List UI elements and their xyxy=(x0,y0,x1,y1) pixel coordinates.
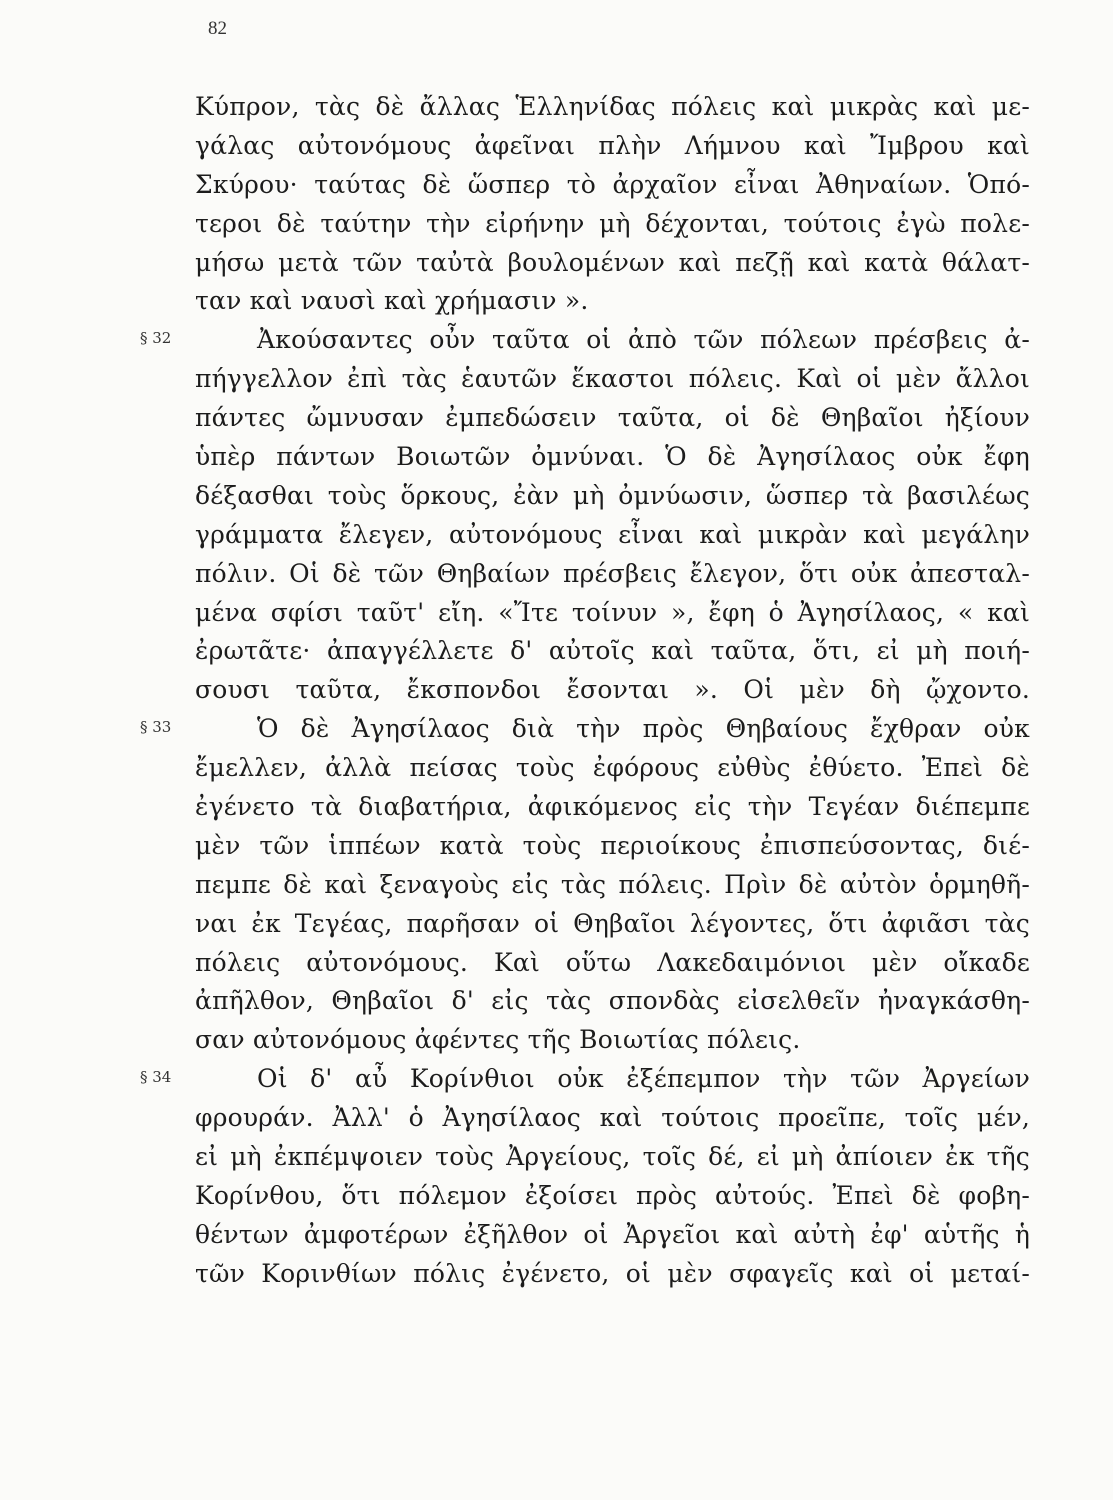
text-line: μὲν τῶν ἱππέων κατὰ τοὺς περιοίκους ἐπισπεύσοντας, διέ- xyxy=(195,830,1030,860)
text-line: εἰ μὴ ἐκπέμψοιεν τοὺς Ἀργείους, τοῖς δέ, εἰ μὴ ἀπίοιεν ἐκ τῆς xyxy=(195,1142,1030,1172)
text-line: θέντων ἀμφοτέρων ἐξῆλθον οἱ Ἀργεῖοι καὶ αὐτὴ ἐφ' αὑτῆς ἡ xyxy=(195,1219,1030,1249)
text-line: Κορίνθου, ὅτι πόλεμον ἐξοίσει πρὸς αὐτούς. Ἐπεὶ δὲ φοβη- xyxy=(195,1180,1030,1210)
text-line: μένα σφίσι ταῦτ' εἴη. «Ἴτε τοίνυν », ἔφη ὁ Ἀγησίλαος, « καὶ xyxy=(195,597,1030,627)
text-line: τῶν Κορινθίων πόλις ἐγένετο, οἱ μὲν σφαγεῖς καὶ οἱ μεταί- xyxy=(195,1258,1030,1288)
text-line: ταν καὶ ναυσὶ καὶ χρήμασιν ». xyxy=(195,286,589,316)
text-line: πήγγελλον ἐπὶ τὰς ἑαυτῶν ἕκαστοι πόλεις. Καὶ οἱ μὲν ἄλλοι xyxy=(195,364,1030,394)
text-line: ἐγένετο τὰ διαβατήρια, ἀφικόμενος εἰς τὴν Τεγέαν διέπεμπε xyxy=(195,792,1030,822)
text-line: πάντες ὤμνυσαν ἐμπεδώσειν ταῦτα, οἱ δὲ Θηβαῖοι ἠξίουν xyxy=(195,403,1030,433)
text-line: δέξασθαι τοὺς ὅρκους, ἐὰν μὴ ὀμνύωσιν, ὥσπερ τὰ βασιλέως xyxy=(195,480,1030,510)
section-marker: § 34 xyxy=(140,1068,172,1087)
text-line: γάλας αὐτονόμους ἀφεῖναι πλὴν Λήμνου καὶ Ἴμβρου καὶ xyxy=(195,130,1030,160)
text-line: πόλιν. Οἱ δὲ τῶν Θηβαίων πρέσβεις ἔλεγον, ὅτι οὐκ ἀπεσταλ- xyxy=(195,558,1030,588)
text-line: σαν αὐτονόμους ἀφέντες τῆς Βοιωτίας πόλεις. xyxy=(195,1025,801,1055)
text-line: ἔμελλεν, ἀλλὰ πείσας τοὺς ἐφόρους εὐθὺς ἐθύετο. Ἐπεὶ δὲ xyxy=(195,753,1030,783)
text-line: ἀπῆλθον, Θηβαῖοι δ' εἰς τὰς σπονδὰς εἰσελθεῖν ἠναγκάσθη- xyxy=(195,986,1030,1016)
text-line: ναι ἐκ Τεγέας, παρῆσαν οἱ Θηβαῖοι λέγοντες, ὅτι ἀφιᾶσι τὰς xyxy=(195,908,1030,938)
text-line: γράμματα ἔλεγεν, αὐτονόμους εἶναι καὶ μικρὰν καὶ μεγάλην xyxy=(195,519,1030,549)
text-line: φρουράν. Ἀλλ' ὁ Ἀγησίλαος καὶ τούτοις προεῖπε, τοῖς μέν, xyxy=(195,1103,1030,1133)
text-line: μήσω μετὰ τῶν ταὐτὰ βουλομένων καὶ πεζῇ καὶ κατὰ θάλατ- xyxy=(195,247,1030,277)
text-line: ἐρωτᾶτε· ἀπαγγέλλετε δ' αὐτοῖς καὶ ταῦτα, ὅτι, εἰ μὴ ποιή- xyxy=(195,636,1030,666)
text-line: πεμπε δὲ καὶ ξεναγοὺς εἰς τὰς πόλεις. Πρὶν δὲ αὐτὸν ὁρμηθῆ- xyxy=(195,869,1030,899)
text-line-content: Ὁ δὲ Ἀγησίλαος διὰ τὴν πρὸς Θηβαίους ἔχθραν οὐκ xyxy=(257,714,1030,744)
paragraph-start-line xyxy=(140,321,1030,360)
text-line-content: Οἱ δ' αὖ Κορίνθιοι οὐκ ἐξέπεμπον τὴν τῶν Ἀργείων xyxy=(257,1064,1030,1094)
text-line: σουσι ταῦτα, ἔκσπονδοι ἔσονται ». Οἱ μὲν δὴ ᾤχοντο. xyxy=(195,675,1030,705)
text-line: πόλεις αὐτονόμους. Καὶ οὕτω Λακεδαιμόνιοι μὲν οἴκαδε xyxy=(195,947,1030,977)
text-line: Κύπρον, τὰς δὲ ἄλλας Ἑλληνίδας πόλεις καὶ μικρὰς καὶ με- xyxy=(195,92,1030,121)
text-line: Σκύρου· ταύτας δὲ ὥσπερ τὸ ἀρχαῖον εἶναι Ἀθηναίων. Ὁπό- xyxy=(195,169,1030,199)
paragraph-start-line xyxy=(140,710,1030,749)
section-marker: § 32 xyxy=(140,329,172,348)
page-number: 82 xyxy=(208,18,227,39)
paragraph-start-line xyxy=(140,1060,1030,1099)
section-marker: § 33 xyxy=(140,718,172,737)
text-line: τεροι δὲ ταύτην τὴν εἰρήνην μὴ δέχονται, τούτοις ἐγὼ πολε- xyxy=(195,208,1030,238)
text-line-content: Ἀκούσαντες οὖν ταῦτα οἱ ἀπὸ τῶν πόλεων πρέσβεις ἀ- xyxy=(257,325,1030,355)
text-line: ὑπὲρ πάντων Βοιωτῶν ὀμνύναι. Ὁ δὲ Ἀγησίλαος οὐκ ἔφη xyxy=(195,442,1030,472)
body-text xyxy=(140,88,1030,1294)
